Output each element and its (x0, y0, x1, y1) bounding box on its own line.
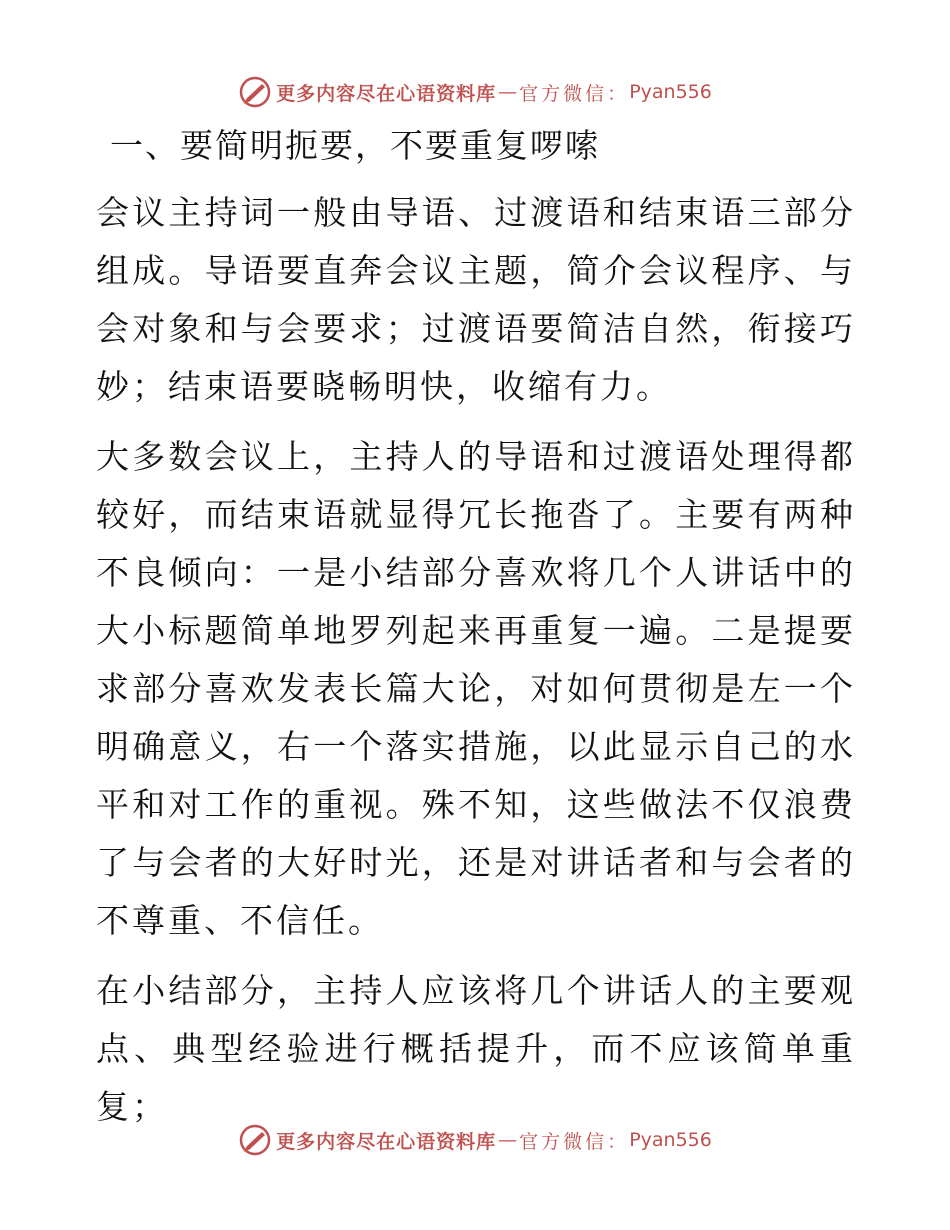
footer-watermark-banner (0, 1120, 950, 1160)
pen-logo-icon (238, 1123, 272, 1157)
banner-official-label: 官方微信： (519, 82, 630, 105)
banner-official-label: 官方微信： (519, 1130, 630, 1153)
header-watermark-banner (0, 72, 950, 112)
banner-separator: — (498, 81, 518, 103)
paragraph-3: 在小结部分，主持人应该将几个讲话人的主要观点、典型经验进行概括提升，而不应该简单重复； (96, 971, 856, 1126)
banner-brand: 更多内容尽在心语资料库 (276, 82, 497, 105)
banner-brand: 更多内容尽在心语资料库 (276, 1130, 497, 1153)
paragraph-1: 会议主持词一般由导语、过渡语和结束语三部分组成。导语要直奔会议主题，简介会议程序、与会对象和与会要求；过渡语要简洁自然，衔接巧妙；结束语要晓畅明快，收缩有力。 (96, 193, 856, 406)
section-heading: 一、要简明扼要，不要重复啰嗦 (110, 126, 600, 165)
banner-separator: — (498, 1129, 518, 1151)
banner-wechat-id: Pyan556 (629, 81, 712, 103)
banner-wechat-id: Pyan556 (629, 1129, 712, 1151)
document-body (96, 118, 856, 1148)
pen-logo-icon (238, 75, 272, 109)
paragraph-2: 大多数会议上，主持人的导语和过渡语处理得都较好，而结束语就显得冗长拖沓了。主要有两种不良倾向：一是小结部分喜欢将几个人讲话中的大小标题简单地罗列起来再重复一遍。二是提要求部分喜欢发表长篇大论，对如何贯彻是左一个明确意义，右一个落实措施，以此显示自己的水平和对工作的重视。殊不知，这些做法不仅浪费了与会者的大好时光，还是对讲话者和与会者的不尊重、不信任。 (96, 437, 856, 940)
